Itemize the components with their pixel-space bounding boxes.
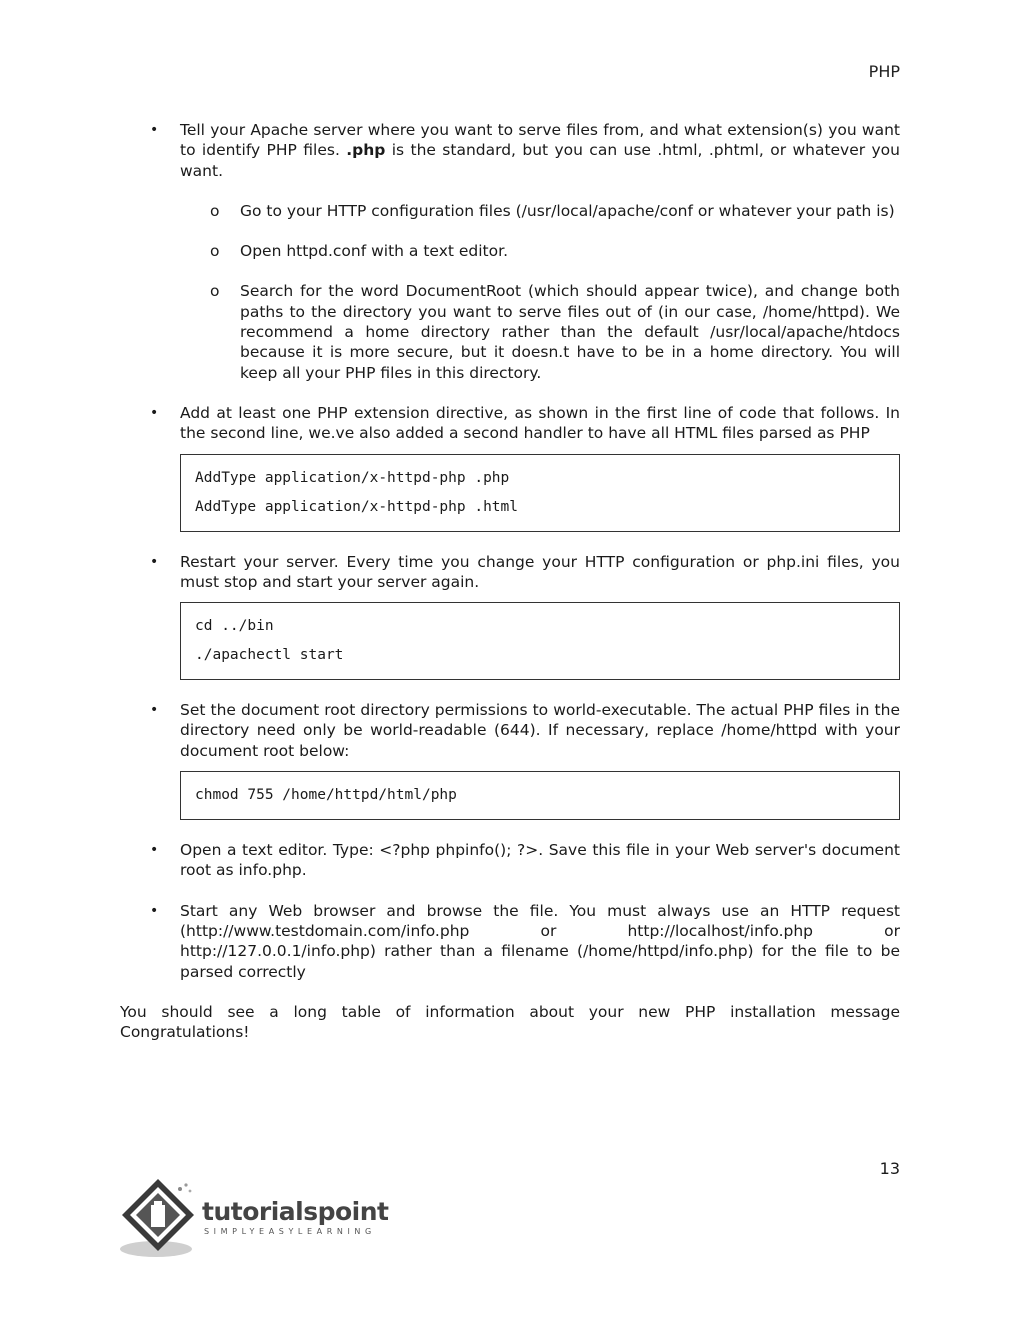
sub-item [120, 241, 900, 261]
bullet-marker: • [150, 902, 159, 919]
bullet-item [120, 901, 900, 982]
bullet-text: Set the document root directory permissions to world-executable. The actual PHP files in the directory need only be world-readable (644). If necessary, replace /home/httpd with your document root below: [180, 701, 900, 760]
code-block [180, 602, 900, 680]
bullet-marker: • [150, 842, 159, 859]
bullet-text: Open a text editor. Type: <?php phpinfo(); ?>. Save this file in your Web server's document root as info.php. [180, 841, 900, 880]
code-line: chmod 755 /home/httpd/html/php [195, 787, 457, 804]
bullet-marker: • [150, 553, 159, 570]
sub-marker: o [210, 242, 220, 261]
code-line: AddType application/x-httpd-php .php [195, 469, 510, 486]
code-block [180, 454, 900, 532]
logo-tagline: SIMPLYEASYLEARNING [204, 1227, 376, 1236]
code-line: cd ../bin [195, 618, 274, 635]
bullet-text: Add at least one PHP extension directive, as shown in the first line of code that follows. In the second line, we.ve also added a second handler to have all HTML files parsed as PHP [180, 403, 900, 443]
page-content [120, 120, 900, 1042]
code-line: AddType application/x-httpd-php .html [195, 498, 519, 515]
tutorialspoint-logo [118, 1175, 408, 1265]
sub-item-text: Go to your HTTP configuration files (/usr/local/apache/conf or whatever your path is) [240, 201, 895, 220]
bullet-marker: • [150, 404, 159, 421]
sub-marker: o [210, 282, 220, 301]
sub-marker: o [210, 201, 220, 220]
bullet-item [120, 700, 900, 761]
bullet-item [120, 840, 900, 881]
bullet-text: Tell your Apache server where you want to serve files from, and what extension(s) you want to identify PHP files. [180, 121, 900, 160]
code-block [180, 771, 900, 820]
logo-wordmark: tutorialspoint [202, 1197, 389, 1226]
bullet-text: Start any Web browser and browse the file. You must always use an HTTP request (http://www.testdomain.com/info.php or http://localhost/info.php or http://127.0.0.1/info.php) rather than a filename (/home/httpd/info.php) for the file to be parsed correctly [180, 901, 900, 981]
code-line: ./apachectl start [195, 647, 344, 664]
sub-item [120, 281, 900, 382]
bullet-text: is the standard, but you can use .html, .phtml, or whatever you want. [180, 141, 900, 180]
sub-item-text: Open httpd.conf with a text editor. [240, 242, 508, 261]
page-number: 13 [879, 1159, 900, 1178]
closing-paragraph: You should see a long table of information about your new PHP installation message Congratulations! [120, 1002, 900, 1042]
bullet-marker: • [150, 122, 159, 138]
bullet-item [120, 403, 900, 444]
bullet-item [120, 120, 900, 181]
bullet-text: Restart your server. Every time you change your HTTP configuration or php.ini files, you must stop and start your server again. [180, 552, 900, 591]
bullet-marker: • [150, 702, 159, 719]
bold-extension: .php [346, 141, 386, 160]
sub-item-text: Search for the word DocumentRoot (which should appear twice), and change both paths to the directory you want to serve files out of (in our case, /home/httpd). We recommend a home directory rather than the default /usr/local/apache/htdocs because it is more secure, but it doesn.t have to be in a home directory. You will keep all your PHP files in this directory. [240, 282, 900, 382]
bullet-item [120, 552, 900, 593]
page-header-title: PHP [868, 62, 900, 81]
logo-diamond-icon [118, 1175, 208, 1265]
sub-item [120, 201, 900, 221]
